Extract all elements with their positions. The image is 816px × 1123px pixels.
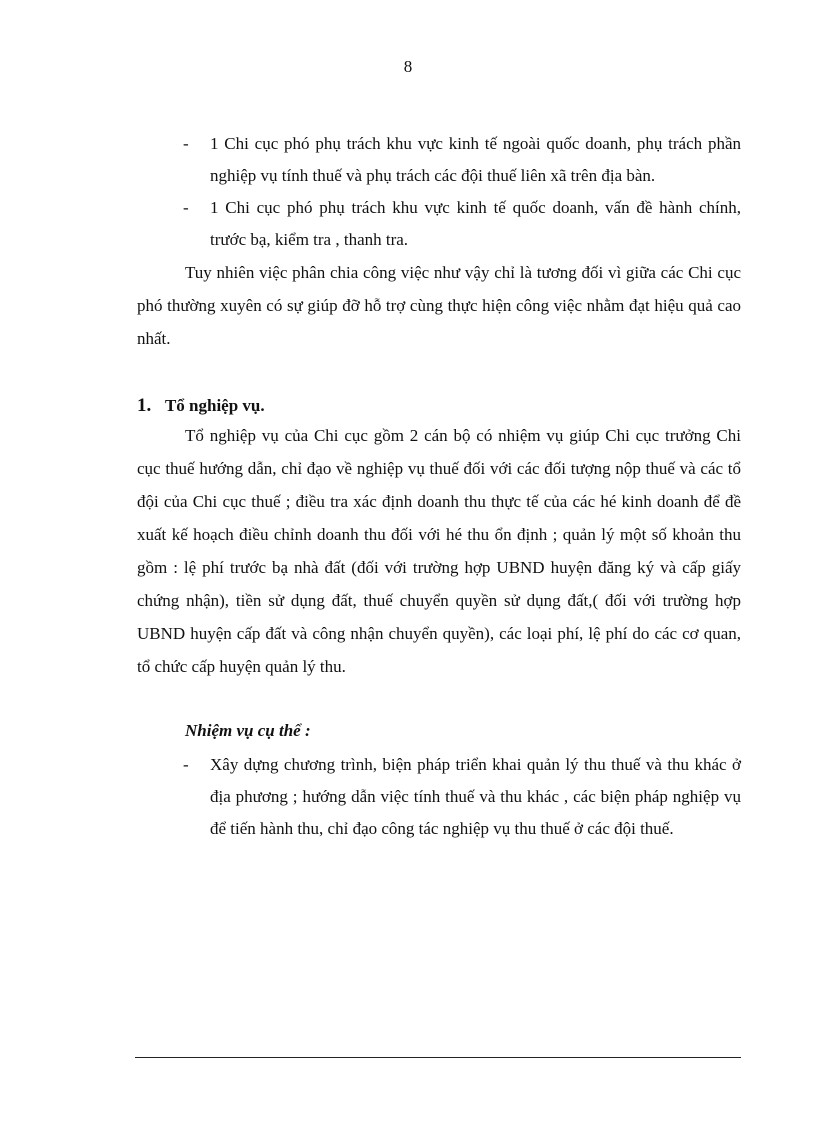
section-number: 1. (137, 395, 152, 416)
document-body (137, 128, 741, 845)
subheading: Nhiệm vụ cụ thể : (185, 721, 311, 740)
section-heading (137, 393, 741, 419)
paragraph: Tuy nhiên việc phân chia công việc như vậy chỉ là tương đối vì giữa các Chi cục phó thường xuyên có sự giúp đỡ hỗ trợ cùng thực hiện công việc nhằm đạt hiệu quả cao nhất. (137, 263, 741, 348)
paragraph: Tổ nghiệp vụ của Chi cục gồm 2 cán bộ có nhiệm vụ giúp Chi cục trưởng Chi cục thuế hướng dẫn, chỉ đạo về nghiệp vụ thuế đối với các đối tượng nộp thuế và các tổ đội của Chi cục thuế ; điều tra xác định doanh thu thực tế của các hé kinh doanh để đề xuất kế hoạch điều chỉnh doanh thu đối với hé thu ổn định ; quản lý một số khoản thu gồm : lệ phí trước bạ nhà đất (đối với trường hợp UBND huyện đăng ký và cấp giấy chứng nhận), tiền sử dụng đất, thuế chuyển quyền sử dụng đất,( đối với trường hợp UBND huyện cấp đất và công nhận chuyển quyền), các loại phí, lệ phí do các cơ quan, tổ chức cấp huyện quản lý thu. (137, 426, 741, 676)
bullet-mark: - (183, 198, 189, 217)
bullet-mark: - (183, 134, 189, 153)
bullet-mark: - (183, 755, 189, 774)
list-item (137, 749, 741, 845)
list-item-text: 1 Chi cục phó phụ trách khu vực kinh tế quốc doanh, vấn đề hành chính, trước bạ, kiểm tra , thanh tra. (210, 198, 741, 249)
list-item (137, 128, 741, 192)
list-item-text: 1 Chi cục phó phụ trách khu vực kinh tế ngoài quốc doanh, phụ trách phần nghiệp vụ tính thuế và phụ trách các đội thuế liên xã trên địa bàn. (210, 134, 741, 185)
footer-rule (135, 1057, 741, 1058)
list-item (137, 192, 741, 256)
page-number: 8 (403, 57, 413, 76)
section-title: Tổ nghiệp vụ. (164, 396, 265, 415)
list-item-text: Xây dựng chương trình, biện pháp triển khai quản lý thu thuế và thu khác ở địa phương ; hướng dẫn việc tính thuế và thu khác , các biện pháp nghiệp vụ để tiến hành thu, chỉ đạo công tác nghiệp vụ thu thuế ở các đội thuế. (210, 755, 741, 838)
